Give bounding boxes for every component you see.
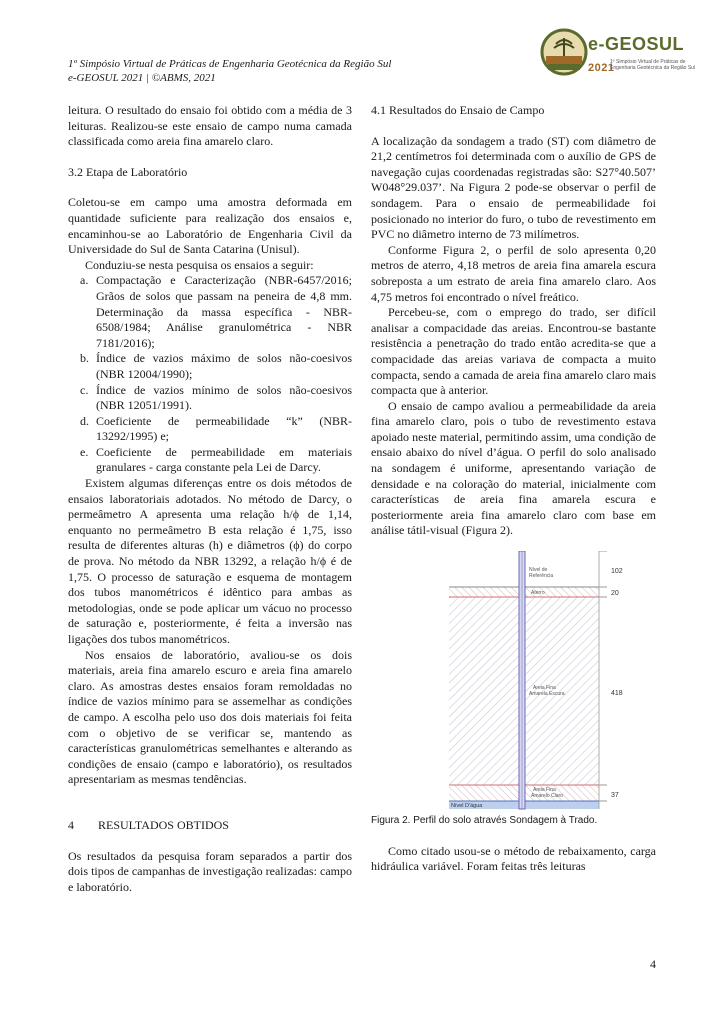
logo-subtitle [610, 59, 695, 71]
list-item [80, 273, 352, 351]
header-line-2: e-GEOSUL 2021 | ©ABMS, 2021 [68, 72, 216, 84]
list-item-text: Compactação e Caracterização (NBR-6457/2016; Grãos de solos que passam na peneira de 4,8 mm. Determinação da massa específica - NBR-6508/1984; Análise granulométrica - NBR 7181/2016); [96, 273, 352, 350]
dark-sand-label-1: Areia Fina [533, 685, 556, 692]
light-sand-label-2: Amarelo Claro [531, 793, 563, 800]
event-logo [540, 26, 710, 78]
list-item-label: a. [80, 273, 89, 288]
list-item-text: Índice de vazios máximo de solos não-coesivos (NBR 12004/1990); [96, 351, 352, 381]
paragraph: leitura. O resultado do ensaio foi obtido com a média de 3 leituras. Realizou-se este ensaio de campo numa camada classificada como areia fina amarelo claro. [68, 103, 352, 149]
list-item [80, 413, 352, 445]
paragraph: Conforme Figura 2, o perfil de solo apresenta 0,20 metros de aterro, 4,18 metros de areia fina amarela escura sobreposta a um estrato de areia fina amarelo claro. Aos 4,75 metros foi encontrado o nível freático. [371, 242, 656, 304]
section-heading-3-2: 3.2 Etapa de Laboratório [68, 164, 188, 179]
list-item-label: b. [80, 351, 89, 366]
aterro-label: Aterro [531, 590, 545, 597]
list-item-label: d. [80, 413, 89, 428]
running-header [68, 57, 391, 85]
header-line-1: 1º Simpósio Virtual de Práticas de Engenharia Geotécnica da Região Sul [68, 58, 392, 70]
figure-caption: Figura 2. Perfil do solo através Sondagem à Trado. [371, 815, 598, 827]
list-item-text: Índice de vazios mínimo de solos não-coesivos (NBR 12051/1991). [96, 382, 352, 413]
soil-profile-diagram [411, 551, 661, 811]
list-item-text: Coeficiente de permeabilidade “k” (NBR-13292/1995) e; [96, 413, 352, 444]
right-column [371, 103, 656, 875]
soil-profile-figure [411, 551, 661, 811]
dim-label: 102 [611, 568, 623, 576]
list-item [80, 444, 352, 476]
paragraph: Os resultados da pesquisa foram separados a partir dos dois tipos de campanhas de investigação realizadas: campo e laboratório. [68, 848, 352, 894]
page-number: 4 [650, 957, 656, 971]
ref-level-label-1: Nível de [529, 567, 548, 574]
logo-subtitle-2: Engenharia Geotécnica da Região Sul [610, 65, 696, 71]
logo-subtitle-1: 1º Simpósio Virtual de Práticas de [610, 59, 686, 65]
section-heading-4: 4 RESULTADOS OBTIDOS [68, 817, 229, 832]
paragraph: Como citado usou-se o método de rebaixamento, carga hidráulica variável. Foram feitas três leituras [371, 843, 656, 874]
logo-year: 2021 [588, 62, 615, 74]
dim-label: 418 [611, 690, 623, 698]
ref-level-label-2: Referência [529, 573, 554, 580]
logo-globe-icon [540, 28, 588, 76]
paragraph: Coletou-se em campo uma amostra deformada em quantidade suficiente para realização dos ensaios e, encaminhou-se ao Laboratório de Engenharia Civil da Universidade do Sul de Santa Catarina (Unisul). [68, 195, 352, 257]
list-item-label: e. [80, 444, 89, 459]
light-sand-label-1: Areia Fina [533, 787, 556, 794]
left-column [68, 103, 352, 895]
dim-label: 37 [611, 792, 619, 800]
paragraph: Nos ensaios de laboratório, avaliou-se os dois materiais, areia fina amarelo escuro e areia fina amarelo claro. As amostras destes ensaios foram remoldadas no índice de vazios mínimo para se assemelhar as condições de campo. A escolha pelo uso dos dois materiais foi feita com o objetivo de se verificar se, mantendo as características granulométricas semelhantes e alterando as condições de ensaio (campo e laboratório), os resultados apresentariam as mesmas tendências. [68, 647, 352, 787]
paragraph: A localização da sondagem a trado (ST) com diâmetro de 21,2 centímetros foi determinada com o auxílio de GPS de navegação cujas coordenadas registradas são: S27°40.507’ W048°29.037’. Na Figura 2 pode-se observar o perfil de sondagem. Para o ensaio de permeabilidade foi posicionado no interior do furo, o tubo de revestimento em PVC no diâmetro interno de 73 milímetros. [371, 133, 656, 242]
test-list [68, 273, 352, 476]
paragraph: Percebeu-se, com o emprego do trado, ser difícil analisar a compacidade das areias. Encontrou-se bastante resistência a penetração do trado então acredita-se que a compacidade das areias variava de compacta a muito compacta, sendo a camada de areia fina amarelo claro mais compacta que à anterior. [371, 305, 656, 398]
list-item [80, 351, 352, 382]
list-item [80, 382, 352, 414]
logo-title-text: e-GEOSUL [588, 34, 684, 54]
water-level-label: Nível D'água [451, 803, 483, 810]
list-item-text: Coeficiente de permeabilidade em materiais granulares - carga constante pela Lei de Darcy. [96, 444, 352, 475]
paragraph: Existem algumas diferenças entre os dois métodos de ensaios laboratoriais adotados. No método de Darcy, o permeâmetro A apresenta uma relação h/ϕ de 1,14, enquanto no permeâmetro B esta relação é 1,75, isso resulta de diferentes alturas (h) e diâmetros (ϕ) do corpo de prova. No método da NBR 13292, a relação h/ϕ é de 1,75. O processo de saturação e esquema de montagem dos tubos manométricos é idêntico para ambas as metodologias, onde se pode aplicar um vácuo no processo de saturação e, posteriormente, é feita a inversão nas ligações dos tubos manométricos. [68, 476, 352, 646]
paragraph: O ensaio de campo avaliou a permeabilidade da areia fina amarelo claro, pois o tubo de revestimento estava apoiado neste material, permitindo assim, uma condição de ensaio abaixo do nível d’água. O perfil do solo analisado na sondagem é uniforme, apresentando variação de densidade e na coloração do material, inicialmente com características de areia fina amarela escura e posteriormente areia fina amarelo claro com base em análise tátil-visual (Figura 2). [371, 398, 656, 538]
dim-label: 20 [611, 590, 619, 598]
dark-sand-label-2: Amarela Escura [529, 691, 565, 698]
section-heading-4-1: 4.1 Resultados do Ensaio de Campo [371, 103, 545, 117]
list-item-label: c. [80, 382, 89, 397]
paragraph: Conduziu-se nesta pesquisa os ensaios a seguir: [85, 257, 314, 272]
